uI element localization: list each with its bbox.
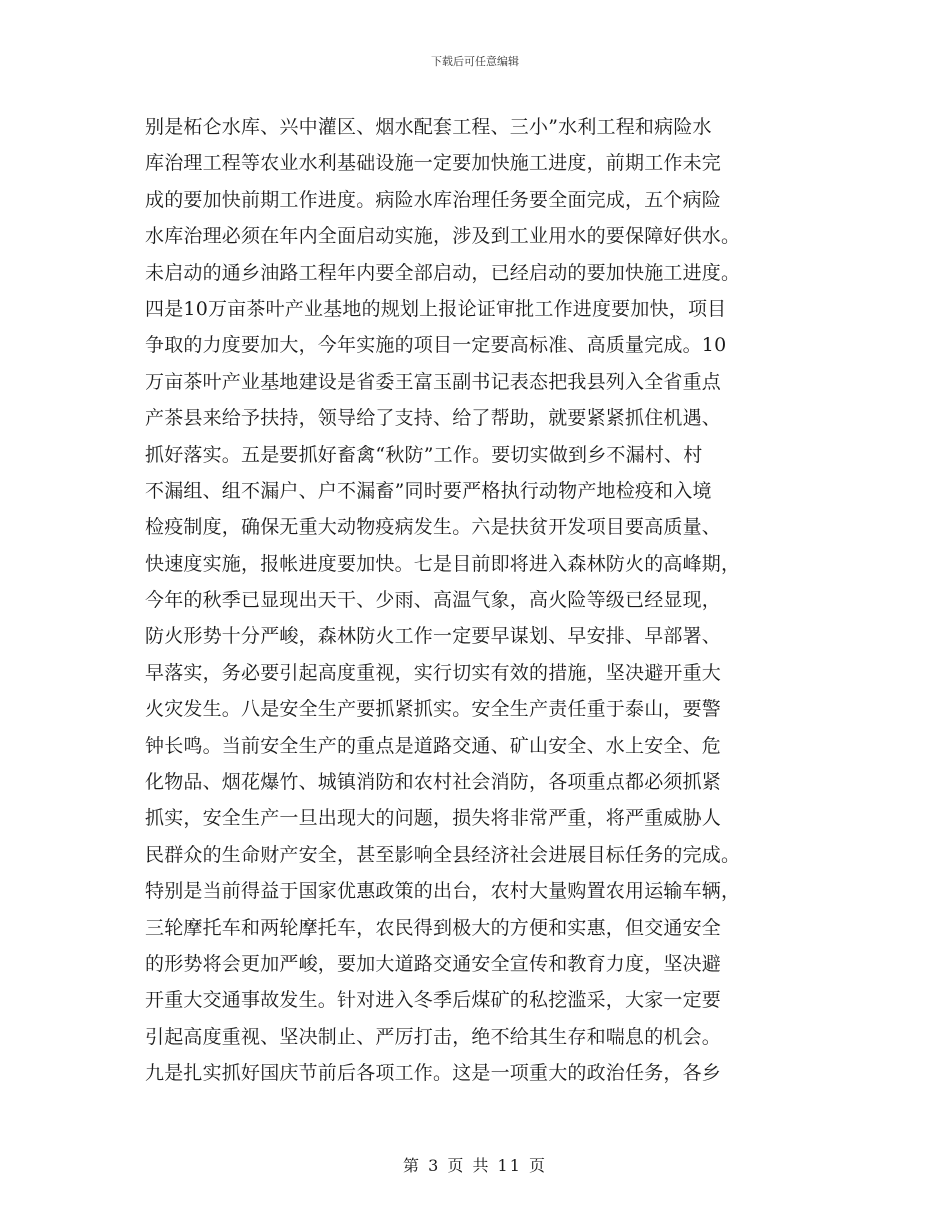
text-line: 钟长鸣。当前安全生产的重点是道路交通、矿山安全、水上安全、危 [145,734,722,757]
text-line: 产茶县来给予扶持，领导给了支持、给了帮助，就要紧紧抓住机遇、 [145,407,722,430]
text-line: 万亩茶叶产业基地建设是省委王富玉副书记表态把我县列入全省重点 [145,370,722,393]
text-line: 防火形势十分严峻，森林防火工作一定要早谋划、早安排、早部署、 [145,625,722,648]
text-line: 的形势将会更加严峻，要加大道路交通安全宣传和教育力度，坚决避 [145,952,722,975]
text-line: 四是10万亩茶叶产业基地的规划上报论证审批工作进度要加快，项目 [145,297,727,320]
text-line: 快速度实施，报帐进度要加快。七是目前即将进入森林防火的高峰期， [145,552,741,575]
text-line: 未启动的通乡油路工程年内要全部启动，已经启动的要加快施工进度。 [145,261,741,284]
page-footer: 第 3 页 共 11 页 [403,1156,547,1175]
document-body [145,109,815,1092]
text-line: 化物品、烟花爆竹、城镇消防和农村社会消防，各项重点都必须抓紧 [145,771,722,794]
text-line: 开重大交通事故发生。针对进入冬季后煤矿的私挖滥采，大家一定要 [145,989,722,1012]
page-header: 下载后可任意编辑 [431,55,519,68]
text-line: 争取的力度要加大，今年实施的项目一定要高标准、高质量完成。10 [145,334,727,357]
text-line: 民群众的生命财产安全，甚至影响全县经济社会进展目标任务的完成。 [145,843,741,866]
text-line: 别是柘仑水库、兴中灌区、烟水配套工程、三小”水利工程和病险水 [145,116,712,138]
text-line: 成的要加快前期工作进度。病险水库治理任务要全面完成，五个病险 [145,188,722,211]
text-line: 九是扎实抓好国庆节前后各项工作。这是一项重大的政治任务，各乡 [145,1062,722,1085]
text-line: 早落实，务必要引起高度重视，实行切实有效的措施，坚决避开重大 [145,661,722,684]
text-line: 引起高度重视、坚决制止、严厉打击，绝不给其生存和喘息的机会。 [145,1025,722,1048]
text-line: 今年的秋季已显现出天干、少雨、高温气象，高火险等级已经显现， [145,589,722,612]
text-line: 检疫制度，确保无重大动物疫病发生。六是扶贫开发项目要高质量、 [145,516,722,539]
text-line: 抓实，安全生产一旦出现大的问题，损失将非常严重，将严重威胁人 [145,807,722,830]
text-line: 水库治理必须在年内全面启动实施，涉及到工业用水的要保障好供水。 [145,225,741,248]
text-line: 火灾发生。八是安全生产要抓紧抓实。安全生产责任重于泰山，要警 [145,698,722,721]
text-line: 特别是当前得益于国家优惠政策的出台，农村大量购置农用运输车辆， [145,880,741,903]
text-line: 抓好落实。五是要抓好畜禽“秋防”工作。要切实做到乡不漏村、村 [145,443,703,466]
text-line: 三轮摩托车和两轮摩托车，农民得到极大的方便和实惠，但交通安全 [145,916,722,939]
text-line: 库治理工程等农业水利基础设施一定要加快施工进度，前期工作未完 [145,152,722,175]
text-line: 不漏组、组不漏户、户不漏畜”同时要严格执行动物产地检疫和入境 [145,479,712,502]
